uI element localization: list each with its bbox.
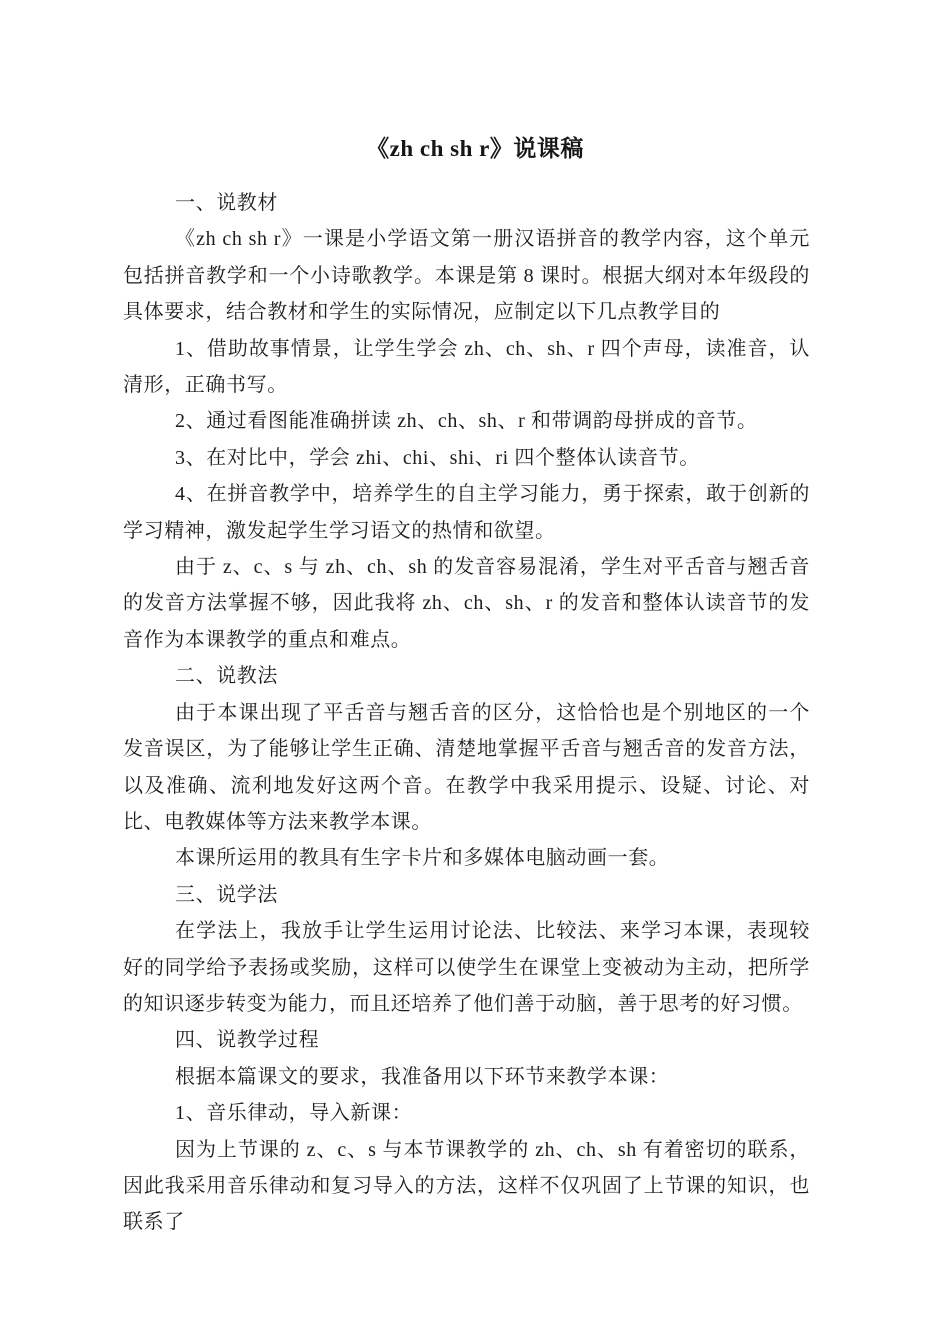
document-body [123,185,810,1241]
document-title: 《zh ch sh r》说课稿 [366,136,584,161]
paragraph-goal-4: 4、在拼音教学中，培养学生的自主学习能力，勇于探索，敢于创新的学习精神，激发起学生学习语文的热情和欲望。 [123,483,810,542]
paragraph-goal-2: 2、通过看图能准确拼读 zh、ch、sh、r 和带调韵母拼成的音节。 [175,410,758,433]
section-heading-shuo-jiaofa: 二、说教法 [175,665,278,688]
paragraph-learning-method: 在学法上，我放手让学生运用讨论法、比较法、来学习本课，表现较好的同学给予表扬或奖励，这样可以使学生在课堂上变被动为主动，把所学的知识逐步转变为能力，而且还培养了他们善于动脑，善于思考的好习惯。 [123,920,810,1015]
paragraph-step-1-heading: 1、音乐律动，导入新课： [175,1102,413,1125]
paragraph-key-difficulty: 由于 z、c、s 与 zh、ch、sh 的发音容易混淆，学生对平舌音与翘舌音的发音方法掌握不够，因此我将 zh、ch、sh、r 的发音和整体认读音节的发音作为本课教学的重点和难点。 [123,556,810,651]
section-heading-shuo-jiaoxue-guocheng: 四、说教学过程 [175,1029,320,1052]
paragraph-material-overview: 《zh ch sh r》一课是小学语文第一册汉语拼音的教学内容，这个单元包括拼音教学和一个小诗歌教学。本课是第 8 课时。根据大纲对本年级段的具体要求，结合教材和学生的实际情况，应制定以下几点教学目的 [123,228,810,324]
paragraph-step-1-detail: 因为上节课的 z、c、s 与本节课教学的 zh、ch、sh 有着密切的联系，因此我采用音乐律动和复习导入的方法，这样不仅巩固了上节课的知识，也联系了 [123,1138,810,1234]
section-heading-shuo-xuefa: 三、说学法 [175,883,278,906]
paragraph-process-intro: 根据本篇课文的要求，我准备用以下环节来教学本课： [175,1065,670,1088]
section-heading-shuo-jiaocai: 一、说教材 [175,192,278,214]
paragraph-goal-1: 1、借助故事情景，让学生学会 zh、ch、sh、r 四个声母，读准音，认清形，正确书写。 [123,337,810,397]
paragraph-teaching-aids: 本课所运用的教具有生字卡片和多媒体电脑动画一套。 [175,847,670,870]
paragraph-teaching-method: 由于本课出现了平舌音与翘舌音的区分，这恰恰也是个别地区的一个发音误区，为了能够让学生正确、清楚地掌握平舌音与翘舌音的发音方法，以及准确、流利地发好这两个音。在教学中我采用提示、设疑、讨论、对比、电教媒体等方法来教学本课。 [123,701,810,833]
paragraph-goal-3: 3、在对比中，学会 zhi、chi、shi、ri 四个整体认读音节。 [175,446,700,469]
